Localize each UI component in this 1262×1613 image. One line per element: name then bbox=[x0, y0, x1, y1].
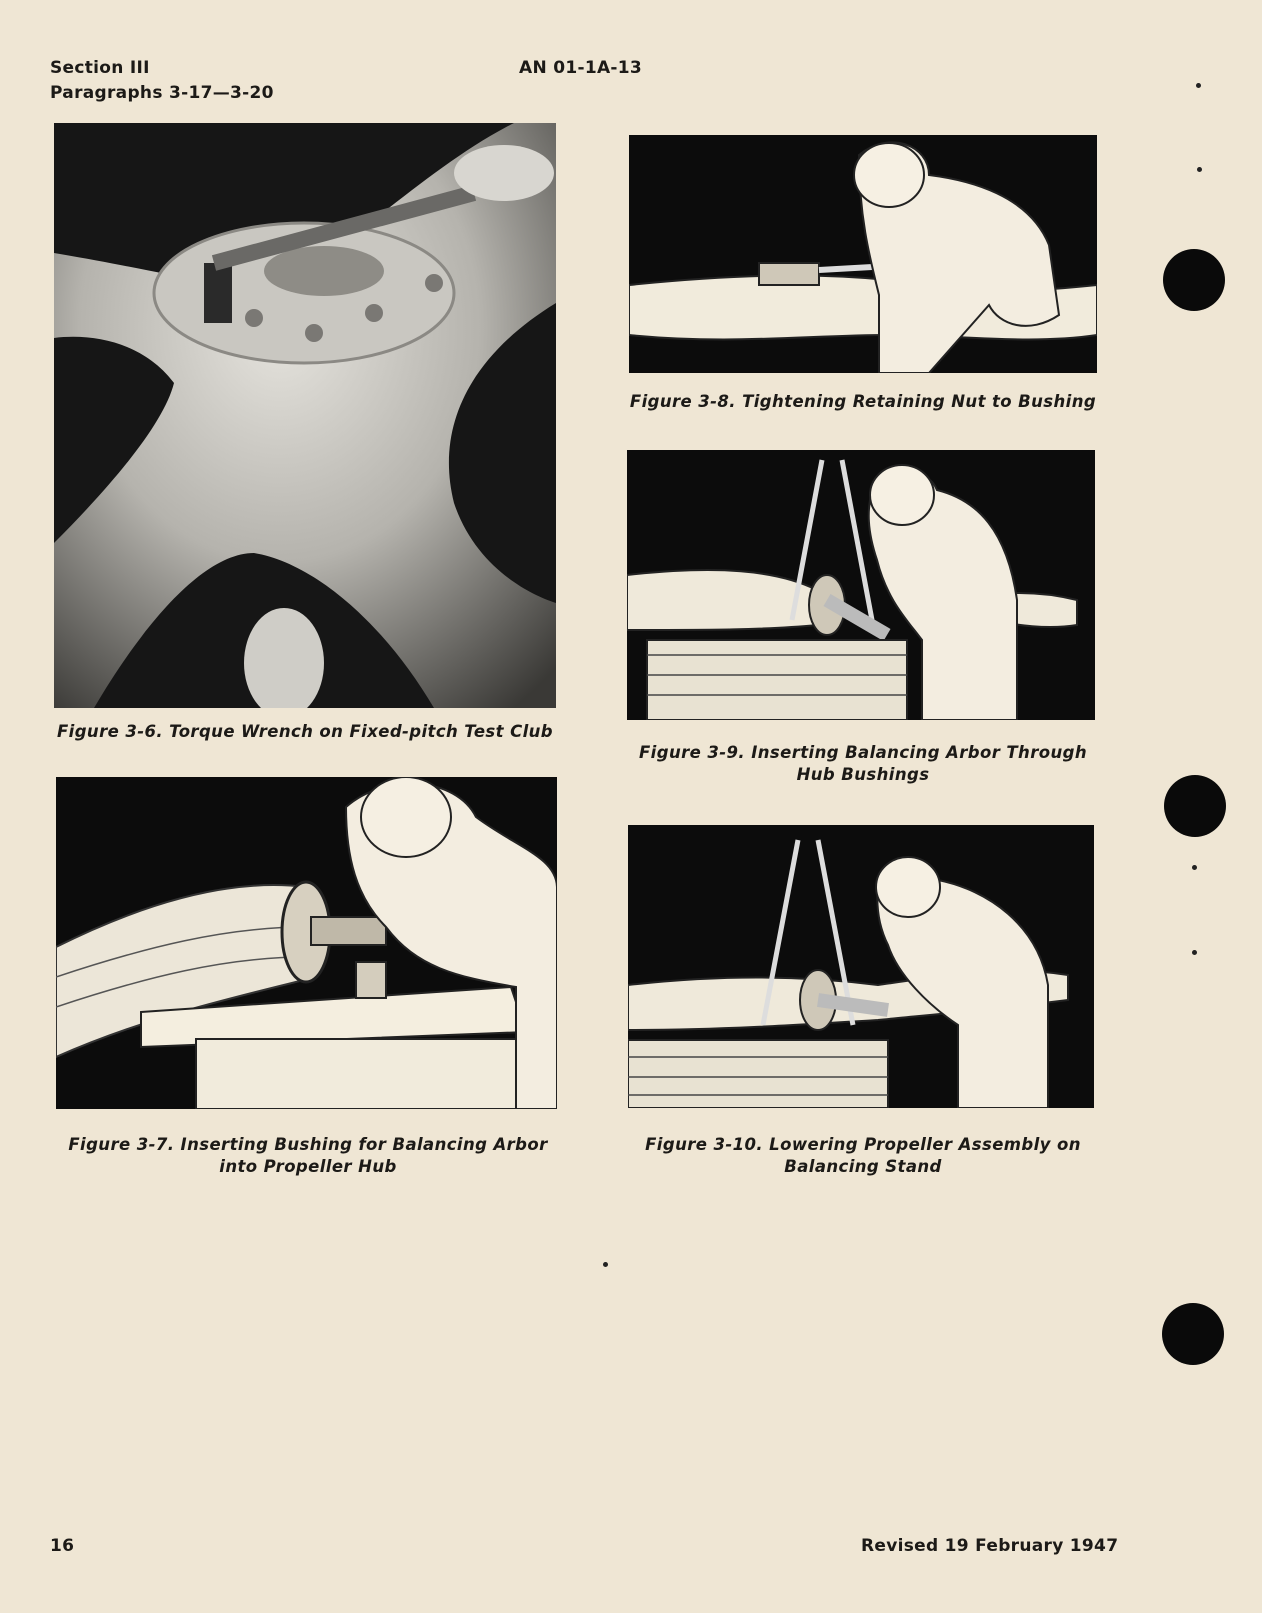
figure-3-6-photo bbox=[54, 123, 556, 708]
figure-3-8-caption: Figure 3-8. Tightening Retaining Nut to Bushing bbox=[629, 392, 1097, 411]
paragraphs-label: Paragraphs 3-17—3-20 bbox=[50, 83, 274, 103]
figure-3-6-caption: Figure 3-6. Torque Wrench on Fixed-pitch Test Club bbox=[56, 722, 554, 741]
speck bbox=[1197, 167, 1202, 172]
figure-3-9-caption-line-2: Hub Bushings bbox=[796, 765, 930, 784]
figure-3-9-photo bbox=[627, 450, 1095, 720]
section-label: Section III bbox=[50, 58, 150, 78]
speck bbox=[1196, 83, 1201, 88]
binder-hole-bottom bbox=[1162, 1303, 1224, 1365]
figure-3-10-caption-line-1: Figure 3-10. Lowering Propeller Assembly on bbox=[645, 1135, 1081, 1154]
figure-3-10-caption-line-2: Balancing Stand bbox=[784, 1157, 942, 1176]
speck bbox=[603, 1262, 608, 1267]
speck bbox=[1192, 865, 1197, 870]
speck bbox=[1192, 950, 1197, 955]
page-number: 16 bbox=[50, 1536, 75, 1556]
figure-3-7-caption-line-2: into Propeller Hub bbox=[219, 1157, 397, 1176]
figure-3-7-photo bbox=[56, 777, 557, 1109]
figure-3-10-photo bbox=[628, 825, 1094, 1108]
binder-hole-top bbox=[1163, 249, 1225, 311]
binder-hole-middle bbox=[1164, 775, 1226, 837]
figure-3-8-photo bbox=[629, 135, 1097, 373]
revision-date: Revised 19 February 1947 bbox=[861, 1536, 1119, 1556]
figure-3-7-caption-line-1: Figure 3-7. Inserting Bushing for Balancing Arbor bbox=[68, 1135, 548, 1154]
document-number: AN 01-1A-13 bbox=[519, 58, 643, 78]
figure-3-9-caption-line-1: Figure 3-9. Inserting Balancing Arbor Through bbox=[639, 743, 1087, 762]
